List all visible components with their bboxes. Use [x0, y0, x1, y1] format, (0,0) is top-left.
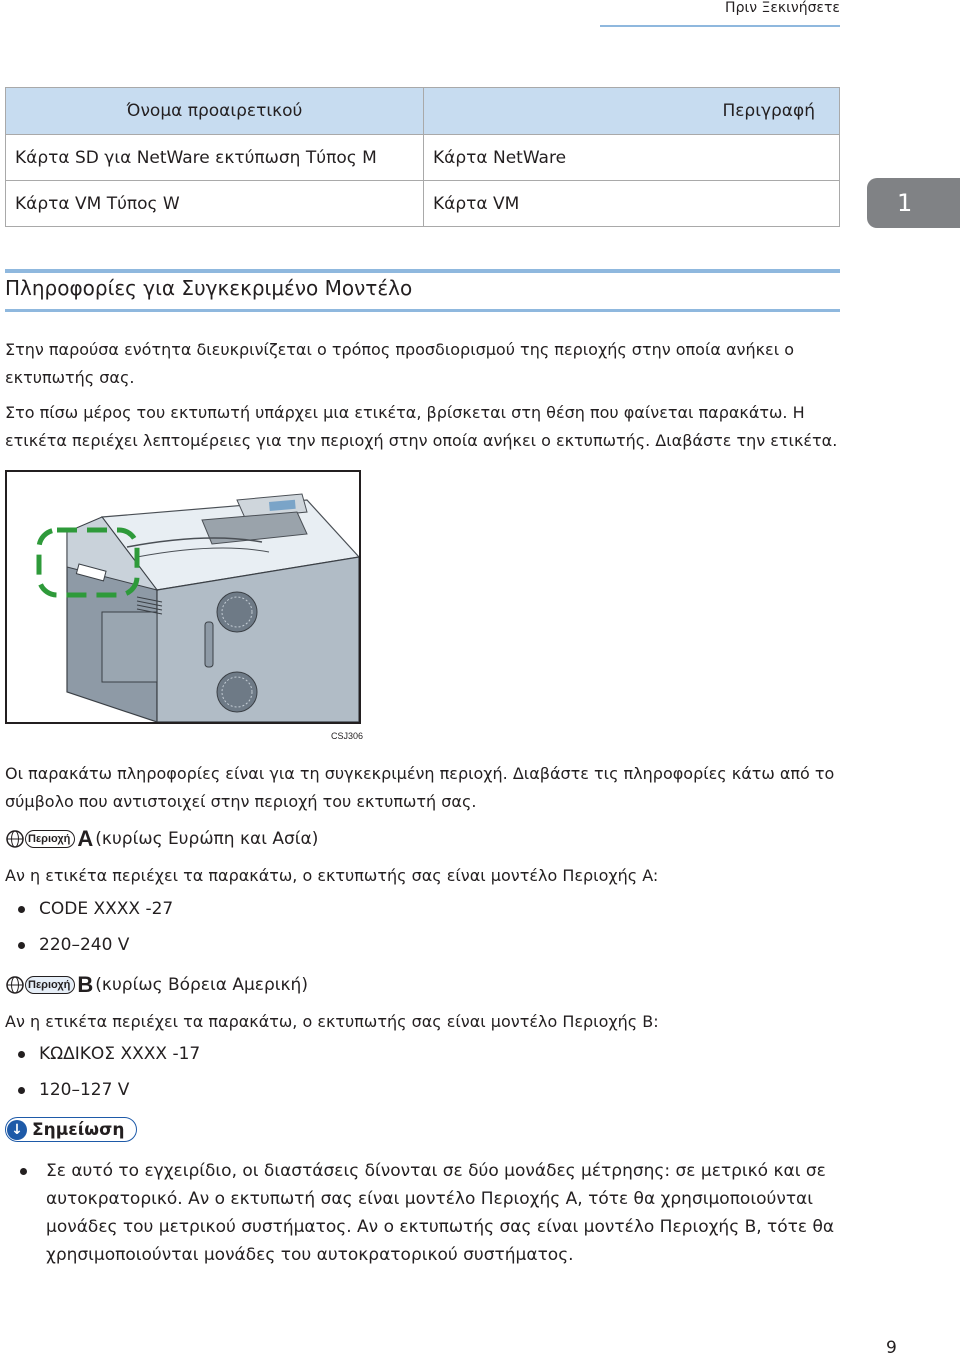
table-cell: Κάρτα SD για NetWare εκτύπωση Τύπος M: [6, 135, 424, 181]
section-top-rule: [5, 269, 840, 273]
region-b-badge: [5, 972, 95, 998]
table-cell: Κάρτα VM Τύπος W: [6, 181, 424, 227]
table-header-row: [6, 88, 840, 135]
list-item-text: 120–127 V: [39, 1080, 130, 1100]
table-cell: Κάρτα VM: [424, 181, 840, 227]
running-header: Πριν Ξεκινήσετε: [725, 0, 840, 16]
table-row: [6, 135, 840, 181]
column-header-option-name: Όνομα προαιρετικού: [6, 88, 424, 135]
intro-paragraph: Στην παρούσα ενότητα διευκρινίζεται ο τρόπος προσδιορισμού της περιοχής στην οποία ανήκει ο εκτυπωτής σας.: [5, 340, 794, 387]
section-title: Πληροφορίες για Συγκεκριμένο Μοντέλο: [5, 276, 413, 300]
bullet-icon: [18, 1087, 25, 1094]
region-badge-letter: B: [77, 972, 94, 997]
region-badge-label: Περιοχή: [25, 830, 75, 848]
note-badge: [5, 1117, 137, 1142]
region-b-heading: [5, 972, 308, 998]
header-rule: [600, 25, 840, 27]
list-item: [18, 935, 129, 955]
note-item: [18, 1157, 838, 1269]
label-paragraph: Στο πίσω μέρος του εκτυπωτή υπάρχει μια ετικέτα, βρίσκεται στη θέση που φαίνεται παρακάτω. Η ετικέτα περιέχει λεπτομέρειες για την περιοχή στην οποία ανήκει ο εκτυπωτής. Διαβάστε την ετικέτα.: [5, 403, 838, 450]
region-info-paragraph: Οι παρακάτω πληροφορίες είναι για τη συγκεκριμένη περιοχή. Διαβάστε τις πληροφορίες κάτω από το σύμβολο που αντιστοιχεί στην περιοχή του εκτυπωτή σας.: [5, 764, 835, 811]
region-a-description: (κυρίως Ευρώπη και Ασία): [95, 829, 319, 849]
region-a-heading: [5, 826, 318, 852]
list-item: [18, 1080, 129, 1100]
down-arrow-icon: ↓: [7, 1120, 27, 1140]
region-b-intro: Αν η ετικέτα περιέχει τα παρακάτω, ο εκτυπωτής σας είναι μοντέλο Περιοχής B:: [5, 1012, 659, 1031]
bullet-icon: [18, 1051, 25, 1058]
table-cell: Κάρτα NetWare: [424, 135, 840, 181]
figure-code: CSJ306: [331, 731, 364, 741]
note-text: Σε αυτό το εγχειρίδιο, οι διαστάσεις δίνονται σε δύο μονάδες μέτρησης: σε μετρικό και σε αυτοκρατορικό. Αν ο εκτυπωτή σας είναι μοντέλο Περιοχής A, τότε θα χρησιμοποιούνται μονάδες του μετρικού συστήματος. Αν ο εκτυπωτής σας είναι μοντέλο Περιοχής B, τότε θα χρησιμοποιούνται μονάδες του αυτοκρατορικού συστήματος.: [46, 1161, 835, 1265]
page-number: 9: [886, 1338, 897, 1358]
globe-icon: [5, 829, 25, 849]
region-a-intro: Αν η ετικέτα περιέχει τα παρακάτω, ο εκτυπωτής σας είναι μοντέλο Περιοχής A:: [5, 866, 659, 885]
bullet-icon: [18, 942, 25, 949]
region-b-description: (κυρίως Βόρεια Αμερική): [95, 975, 308, 995]
table-row: [6, 181, 840, 227]
note-label: Σημείωση: [32, 1119, 125, 1140]
bullet-icon: [18, 906, 25, 913]
options-table: [5, 87, 840, 227]
column-header-description: Περιγραφή: [424, 88, 840, 135]
region-a-badge: [5, 826, 95, 852]
list-item: [18, 1044, 200, 1064]
region-badge-label: Περιοχή: [25, 976, 75, 994]
bullet-icon: [20, 1168, 27, 1175]
chapter-tab: 1: [867, 178, 960, 228]
list-item-text: ΚΩΔΙΚΟΣ XXXX -17: [39, 1044, 201, 1064]
globe-icon: [5, 975, 25, 995]
list-item: [18, 899, 173, 919]
printer-illustration: [5, 470, 361, 724]
printer-drawing: [7, 472, 359, 722]
section-bottom-rule: [5, 309, 840, 312]
list-item-text: 220–240 V: [39, 935, 130, 955]
list-item-text: CODE XXXX -27: [39, 899, 174, 919]
region-badge-letter: A: [77, 826, 94, 851]
